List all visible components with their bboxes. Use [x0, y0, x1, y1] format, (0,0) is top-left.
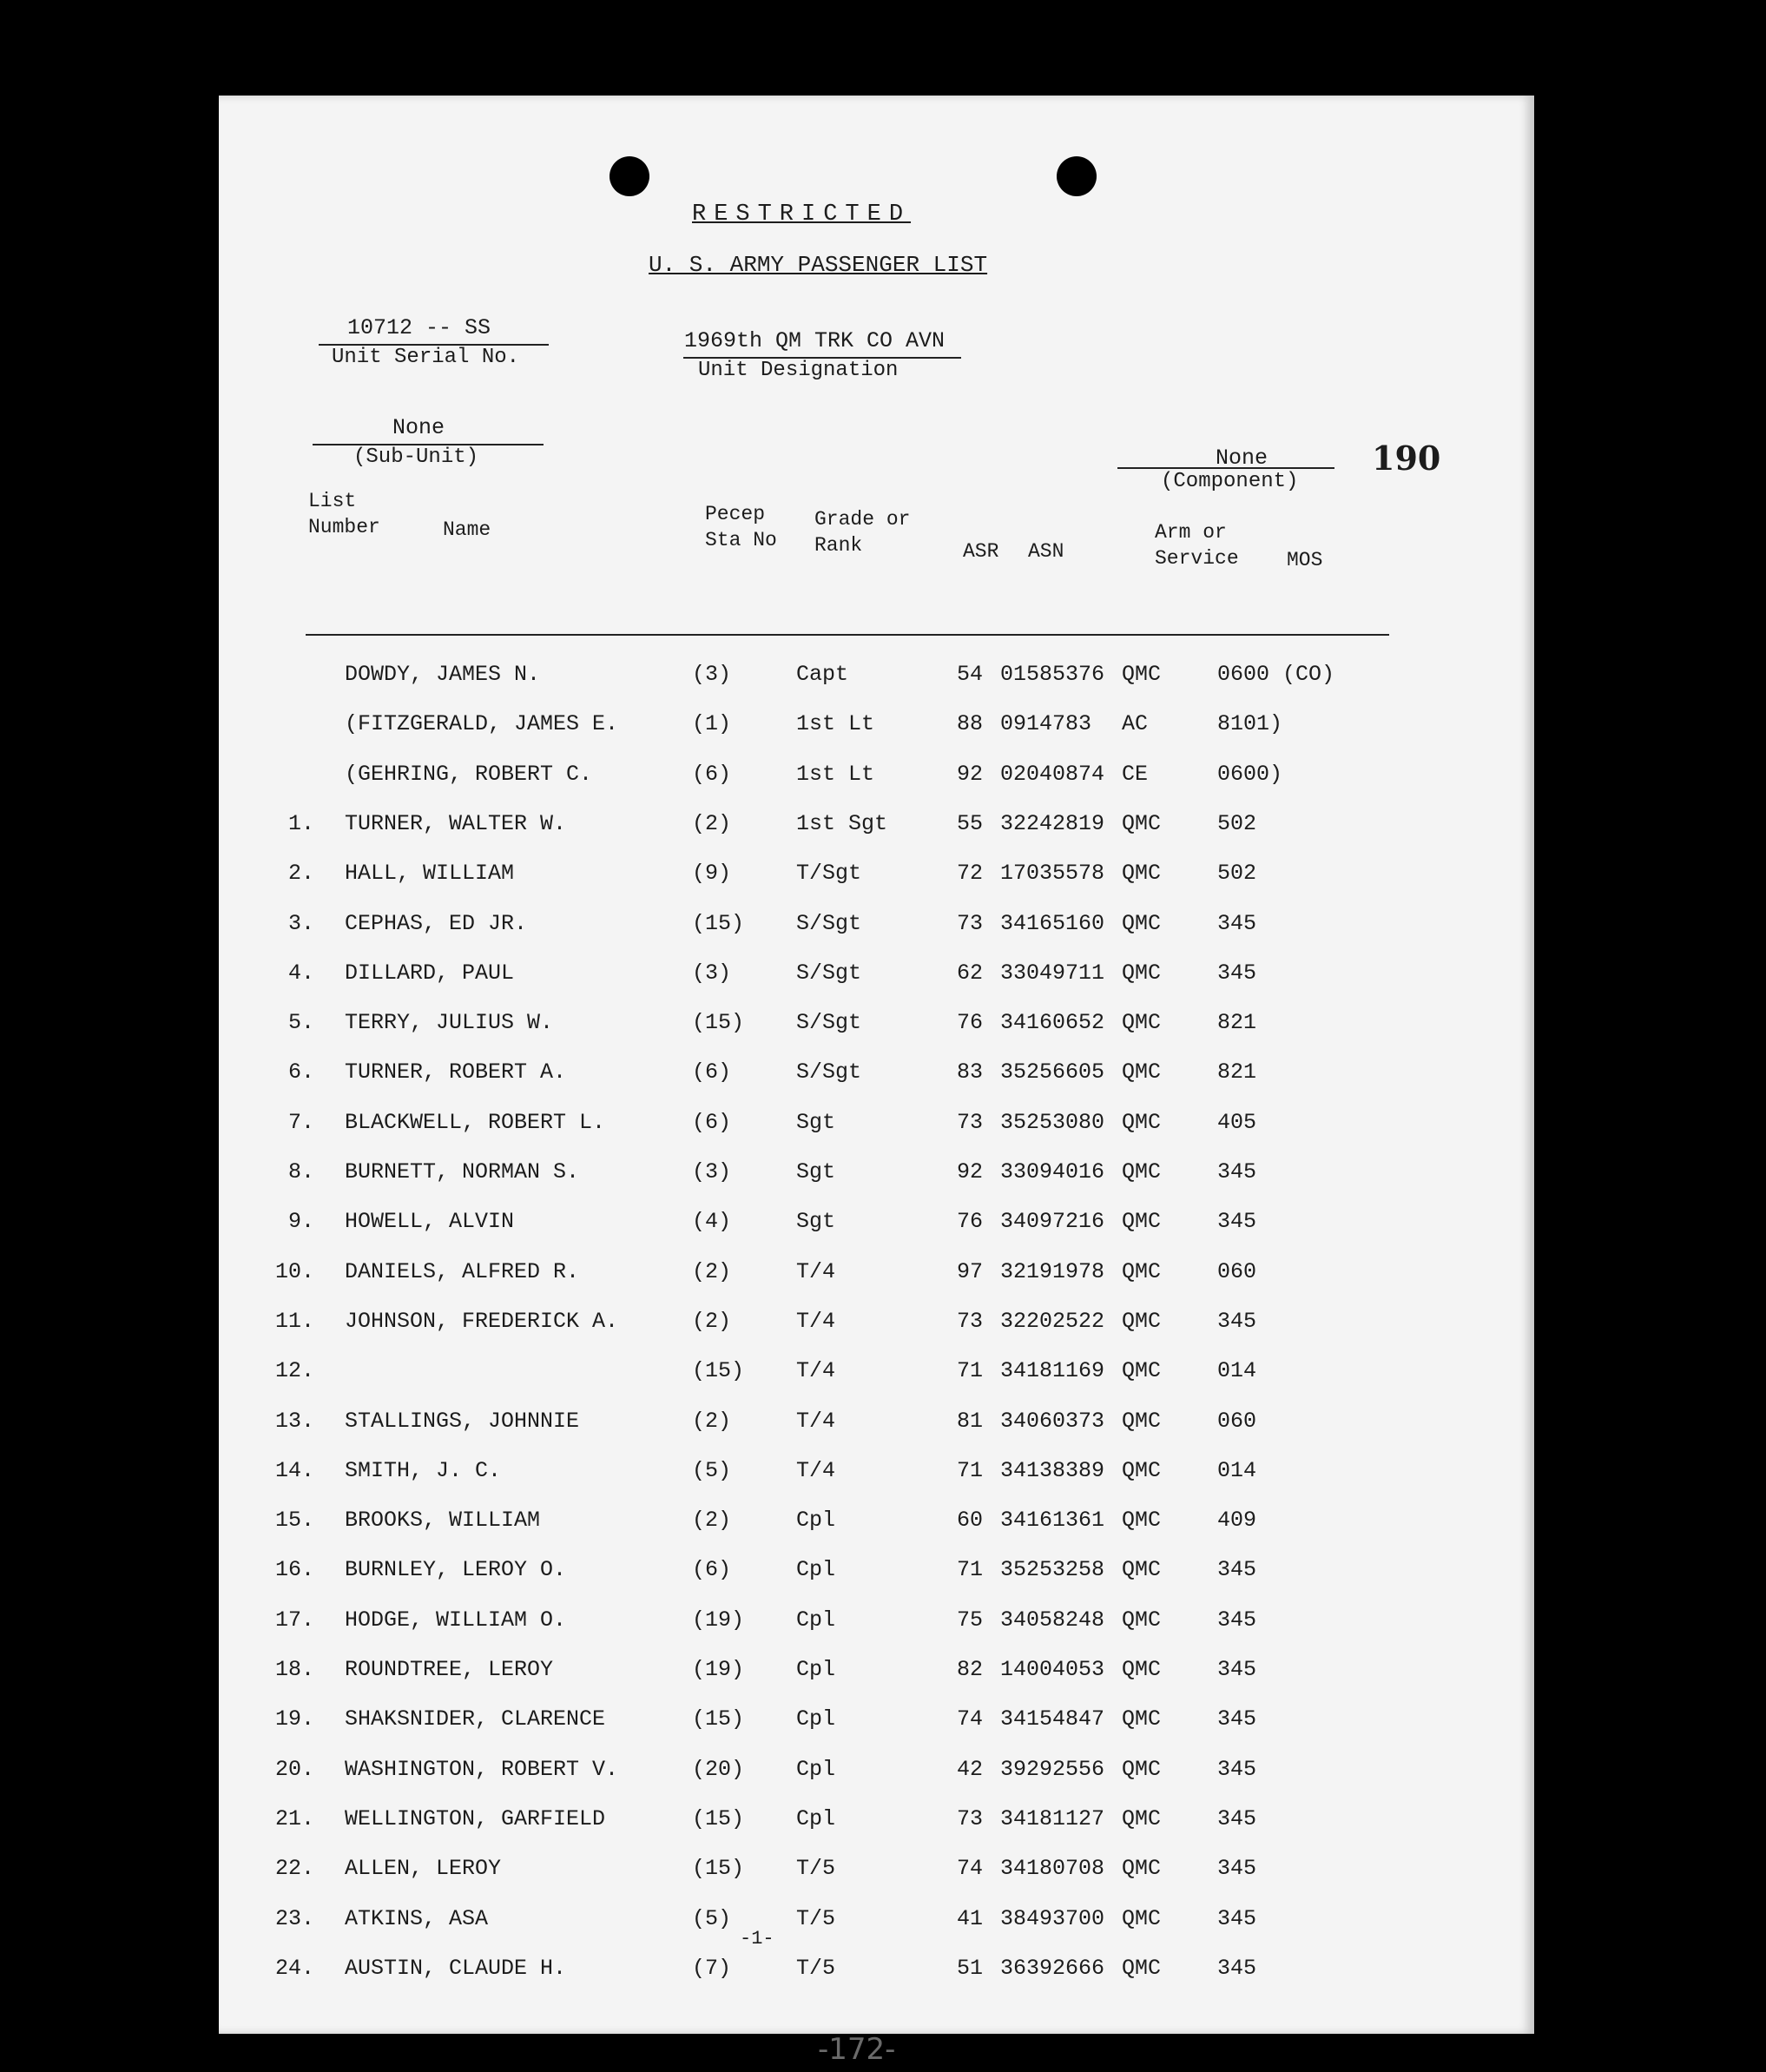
- row-arm: QMC: [1122, 960, 1162, 986]
- row-arm: QMC: [1122, 1657, 1162, 1682]
- table-row: [219, 1458, 1534, 1493]
- row-name: BURNLEY, LEROY O.: [345, 1557, 567, 1583]
- document-title: U. S. ARMY PASSENGER LIST: [649, 252, 988, 278]
- row-asr: 73: [956, 1805, 983, 1831]
- row-list-number: 21.: [274, 1805, 314, 1831]
- col-grade: Grade or Rank: [814, 508, 911, 557]
- row-pecep: (4): [692, 1209, 732, 1235]
- row-arm: QMC: [1122, 1408, 1162, 1434]
- row-grade: Cpl: [796, 1805, 836, 1831]
- row-arm: QMC: [1122, 1209, 1162, 1235]
- row-mos: 345: [1217, 1159, 1257, 1184]
- row-mos: 405: [1217, 1109, 1257, 1135]
- table-row: [219, 1358, 1534, 1393]
- row-asr: 42: [956, 1756, 983, 1782]
- row-arm: QMC: [1122, 861, 1162, 887]
- table-row: [219, 861, 1534, 895]
- row-asr: 83: [956, 1059, 983, 1085]
- row-asr: 92: [956, 1159, 983, 1184]
- row-asr: 55: [956, 810, 983, 836]
- row-asn: 33049711: [1000, 960, 1105, 986]
- row-asr: 60: [956, 1508, 983, 1534]
- row-arm: QMC: [1122, 1557, 1162, 1583]
- row-grade: Cpl: [796, 1607, 836, 1633]
- row-name: JOHNSON, FREDERICK A.: [345, 1308, 619, 1334]
- row-asn: 32191978: [1000, 1258, 1105, 1284]
- row-pecep: (15): [692, 1805, 745, 1831]
- row-grade: T/5: [796, 1955, 836, 1981]
- row-list-number: 14.: [274, 1457, 314, 1483]
- row-mos: 060: [1217, 1258, 1257, 1284]
- row-asn: 34138389: [1000, 1457, 1105, 1483]
- document-page: [219, 96, 1534, 2067]
- row-list-number: 5.: [287, 1010, 314, 1036]
- row-pecep: (2): [692, 1408, 732, 1434]
- row-grade: S/Sgt: [796, 1010, 862, 1036]
- row-list-number: 17.: [274, 1607, 314, 1633]
- component-value: None: [1216, 445, 1268, 471]
- row-arm: QMC: [1122, 1059, 1162, 1085]
- row-name: ATKINS, ASA: [345, 1905, 489, 1931]
- row-pecep: (2): [692, 1308, 732, 1334]
- row-asn: 0914783: [1000, 711, 1092, 737]
- row-mos: 502: [1217, 810, 1257, 836]
- table-row: [219, 1259, 1534, 1294]
- row-pecep: (7): [692, 1955, 732, 1981]
- row-asn: 34058248: [1000, 1607, 1105, 1633]
- row-grade: Cpl: [796, 1508, 836, 1534]
- row-asn: 39292556: [1000, 1756, 1105, 1782]
- row-grade: Sgt: [796, 1209, 836, 1235]
- row-mos: 345: [1217, 1607, 1257, 1633]
- row-asn: 36392666: [1000, 1955, 1105, 1981]
- row-pecep: (15): [692, 1010, 745, 1036]
- row-arm: QMC: [1122, 1607, 1162, 1633]
- row-grade: 1st Sgt: [796, 810, 888, 836]
- row-asn: 35253258: [1000, 1557, 1105, 1583]
- row-name: SHAKSNIDER, CLARENCE: [345, 1706, 606, 1732]
- row-name: (FITZGERALD, JAMES E.: [345, 711, 619, 737]
- row-arm: QMC: [1122, 1706, 1162, 1732]
- row-mos: 345: [1217, 1657, 1257, 1682]
- row-grade: Capt: [796, 662, 849, 687]
- row-mos: 821: [1217, 1059, 1257, 1085]
- row-mos: 345: [1217, 910, 1257, 936]
- row-mos: 502: [1217, 861, 1257, 887]
- row-name: BLACKWELL, ROBERT L.: [345, 1109, 606, 1135]
- row-list-number: 3.: [287, 910, 314, 936]
- unit-designation-value: 1969th QM TRK CO AVN: [684, 328, 946, 353]
- header-rule: [306, 634, 1389, 636]
- row-mos: 0600): [1217, 761, 1283, 787]
- row-arm: QMC: [1122, 1159, 1162, 1184]
- table-row: [219, 811, 1534, 846]
- row-grade: 1st Lt: [796, 711, 875, 737]
- row-list-number: 8.: [287, 1159, 314, 1184]
- row-arm: QMC: [1122, 810, 1162, 836]
- row-list-number: 18.: [274, 1657, 314, 1682]
- row-arm: QMC: [1122, 1358, 1162, 1384]
- row-name: TERRY, JULIUS W.: [345, 1010, 554, 1036]
- row-pecep: (3): [692, 1159, 732, 1184]
- row-name: BURNETT, NORMAN S.: [345, 1159, 580, 1184]
- row-grade: T/Sgt: [796, 861, 862, 887]
- row-asn: 17035578: [1000, 861, 1105, 887]
- row-name: HOWELL, ALVIN: [345, 1209, 515, 1235]
- sub-unit-label: (Sub-Unit): [353, 445, 479, 469]
- row-arm: QMC: [1122, 1457, 1162, 1483]
- row-arm: QMC: [1122, 1805, 1162, 1831]
- row-mos: 345: [1217, 960, 1257, 986]
- row-asn: 02040874: [1000, 761, 1105, 787]
- row-pecep: (15): [692, 910, 745, 936]
- row-arm: QMC: [1122, 662, 1162, 687]
- row-pecep: (2): [692, 1508, 732, 1534]
- row-list-number: 10.: [274, 1258, 314, 1284]
- row-name: BROOKS, WILLIAM: [345, 1508, 541, 1534]
- col-list-number: List Number: [308, 490, 380, 538]
- row-pecep: (3): [692, 960, 732, 986]
- row-pecep: (19): [692, 1657, 745, 1682]
- table-row: [219, 960, 1534, 995]
- row-arm: QMC: [1122, 1955, 1162, 1981]
- row-asn: 35253080: [1000, 1109, 1105, 1135]
- row-name: (GEHRING, ROBERT C.: [345, 761, 593, 787]
- row-name: TURNER, ROBERT A.: [345, 1059, 567, 1085]
- table-row: [219, 1409, 1534, 1443]
- row-pecep: (15): [692, 1706, 745, 1732]
- row-asr: 73: [956, 1109, 983, 1135]
- row-name: HALL, WILLIAM: [345, 861, 515, 887]
- table-row: [219, 1110, 1534, 1145]
- row-asr: 73: [956, 910, 983, 936]
- row-name: HODGE, WILLIAM O.: [345, 1607, 567, 1633]
- row-asr: 76: [956, 1010, 983, 1036]
- table-row: [219, 1309, 1534, 1343]
- row-asr: 41: [956, 1905, 983, 1931]
- row-grade: Cpl: [796, 1756, 836, 1782]
- row-asn: 34181127: [1000, 1805, 1105, 1831]
- classification-stamp: RESTRICTED: [692, 201, 912, 228]
- table-row: [219, 1757, 1534, 1792]
- row-asn: 01585376: [1000, 662, 1105, 687]
- row-asr: 74: [956, 1856, 983, 1882]
- row-asr: 71: [956, 1457, 983, 1483]
- row-name: DILLARD, PAUL: [345, 960, 515, 986]
- row-pecep: (5): [692, 1905, 732, 1931]
- row-mos: 345: [1217, 1805, 1257, 1831]
- row-list-number: 23.: [274, 1905, 314, 1931]
- row-name: STALLINGS, JOHNNIE: [345, 1408, 580, 1434]
- row-asn: 34154847: [1000, 1706, 1105, 1732]
- unit-designation-label: Unit Designation: [698, 359, 899, 382]
- row-asn: 34181169: [1000, 1358, 1105, 1384]
- row-grade: T/4: [796, 1358, 836, 1384]
- row-asr: 88: [956, 711, 983, 737]
- punch-hole: [1057, 156, 1097, 196]
- component-label: (Component): [1161, 470, 1299, 493]
- row-list-number: 6.: [287, 1059, 314, 1085]
- row-arm: AC: [1122, 711, 1149, 737]
- row-mos: 014: [1217, 1457, 1257, 1483]
- row-name: WELLINGTON, GARFIELD: [345, 1805, 606, 1831]
- row-pecep: (6): [692, 1059, 732, 1085]
- table-row: [219, 1607, 1534, 1642]
- table-row: [219, 1508, 1534, 1542]
- row-pecep: (6): [692, 761, 732, 787]
- row-list-number: 2.: [287, 861, 314, 887]
- row-asn: 34060373: [1000, 1408, 1105, 1434]
- row-mos: 060: [1217, 1408, 1257, 1434]
- row-grade: T/4: [796, 1457, 836, 1483]
- table-row: [219, 762, 1534, 796]
- row-list-number: 20.: [274, 1756, 314, 1782]
- row-asn: 32202522: [1000, 1308, 1105, 1334]
- row-list-number: 4.: [287, 960, 314, 986]
- row-grade: S/Sgt: [796, 910, 862, 936]
- col-asn: ASN: [1028, 540, 1064, 563]
- row-asr: 54: [956, 662, 983, 687]
- row-asn: 35256605: [1000, 1059, 1105, 1085]
- row-mos: 345: [1217, 1856, 1257, 1882]
- table-row: [219, 1010, 1534, 1045]
- row-mos: 8101): [1217, 711, 1283, 737]
- row-asn: 34160652: [1000, 1010, 1105, 1036]
- row-asr: 74: [956, 1706, 983, 1732]
- row-mos: 345: [1217, 1706, 1257, 1732]
- row-name: DANIELS, ALFRED R.: [345, 1258, 580, 1284]
- row-grade: 1st Lt: [796, 761, 875, 787]
- table-row: [219, 711, 1534, 746]
- row-name: DOWDY, JAMES N.: [345, 662, 541, 687]
- row-list-number: 19.: [274, 1706, 314, 1732]
- row-arm: QMC: [1122, 1856, 1162, 1882]
- row-mos: 345: [1217, 1557, 1257, 1583]
- row-pecep: (6): [692, 1109, 732, 1135]
- row-grade: Cpl: [796, 1557, 836, 1583]
- row-list-number: 15.: [274, 1508, 314, 1534]
- table-row: [219, 1806, 1534, 1841]
- row-grade: S/Sgt: [796, 960, 862, 986]
- row-mos: 345: [1217, 1308, 1257, 1334]
- row-mos: 409: [1217, 1508, 1257, 1534]
- table-row: [219, 1209, 1534, 1244]
- row-asr: 72: [956, 861, 983, 887]
- row-mos: 345: [1217, 1209, 1257, 1235]
- table-row: [219, 911, 1534, 946]
- row-asn: 34097216: [1000, 1209, 1105, 1235]
- row-arm: QMC: [1122, 1010, 1162, 1036]
- handwritten-number: -172-: [818, 2032, 896, 2067]
- row-asr: 62: [956, 960, 983, 986]
- row-asr: 81: [956, 1408, 983, 1434]
- row-grade: Cpl: [796, 1657, 836, 1682]
- row-pecep: (2): [692, 1258, 732, 1284]
- table-row: [219, 1956, 1534, 1990]
- row-pecep: (1): [692, 711, 732, 737]
- row-mos: 345: [1217, 1905, 1257, 1931]
- row-list-number: 1.: [287, 810, 314, 836]
- unit-serial-value: 10712 -- SS: [347, 315, 491, 340]
- row-grade: Sgt: [796, 1109, 836, 1135]
- row-list-number: 11.: [274, 1308, 314, 1334]
- col-mos: MOS: [1287, 549, 1323, 571]
- row-asr: 75: [956, 1607, 983, 1633]
- row-asn: 34165160: [1000, 910, 1105, 936]
- row-asn: 33094016: [1000, 1159, 1105, 1184]
- col-name: Name: [443, 518, 491, 541]
- page-number: 190: [1372, 439, 1441, 478]
- row-mos: 821: [1217, 1010, 1257, 1036]
- punch-hole: [610, 156, 649, 196]
- row-pecep: (9): [692, 861, 732, 887]
- row-list-number: 13.: [274, 1408, 314, 1434]
- table-row: [219, 1059, 1534, 1094]
- row-name: ROUNDTREE, LEROY: [345, 1657, 554, 1682]
- row-arm: QMC: [1122, 1905, 1162, 1931]
- row-asr: 51: [956, 1955, 983, 1981]
- row-name: SMITH, J. C.: [345, 1457, 502, 1483]
- sub-unit-value: None: [392, 415, 445, 440]
- row-arm: QMC: [1122, 910, 1162, 936]
- row-name: WASHINGTON, ROBERT V.: [345, 1756, 619, 1782]
- row-arm: QMC: [1122, 1756, 1162, 1782]
- page-marker: -1-: [740, 1928, 774, 1950]
- row-grade: T/4: [796, 1258, 836, 1284]
- row-asn: 14004053: [1000, 1657, 1105, 1682]
- row-mos: 345: [1217, 1756, 1257, 1782]
- row-pecep: (6): [692, 1557, 732, 1583]
- row-asr: 76: [956, 1209, 983, 1235]
- row-name: TURNER, WALTER W.: [345, 810, 567, 836]
- row-arm: QMC: [1122, 1258, 1162, 1284]
- row-grade: T/5: [796, 1856, 836, 1882]
- row-asr: 71: [956, 1557, 983, 1583]
- row-grade: Cpl: [796, 1706, 836, 1732]
- row-asn: 34161361: [1000, 1508, 1105, 1534]
- row-asr: 92: [956, 761, 983, 787]
- unit-serial-label: Unit Serial No.: [332, 346, 520, 369]
- row-asr: 82: [956, 1657, 983, 1682]
- row-asn: 32242819: [1000, 810, 1105, 836]
- row-grade: T/5: [796, 1905, 836, 1931]
- row-asr: 71: [956, 1358, 983, 1384]
- table-row: [219, 662, 1534, 696]
- table-row: [219, 1657, 1534, 1692]
- col-asr: ASR: [963, 540, 999, 563]
- table-row: [219, 1159, 1534, 1194]
- row-list-number: 7.: [287, 1109, 314, 1135]
- row-asr: 97: [956, 1258, 983, 1284]
- row-pecep: (20): [692, 1756, 745, 1782]
- row-name: AUSTIN, CLAUDE H.: [345, 1955, 567, 1981]
- row-pecep: (5): [692, 1457, 732, 1483]
- table-row: [219, 1906, 1534, 1941]
- row-name: ALLEN, LEROY: [345, 1856, 502, 1882]
- row-asn: 38493700: [1000, 1905, 1105, 1931]
- col-arm: Arm or Service: [1155, 521, 1239, 570]
- row-asr: 73: [956, 1308, 983, 1334]
- row-grade: T/4: [796, 1308, 836, 1334]
- row-mos: 0600 (CO): [1217, 662, 1335, 687]
- row-grade: T/4: [796, 1408, 836, 1434]
- table-row: [219, 1557, 1534, 1592]
- row-pecep: (3): [692, 662, 732, 687]
- col-pecep: Pecep Sta No: [705, 503, 777, 551]
- row-list-number: 22.: [274, 1856, 314, 1882]
- row-list-number: 16.: [274, 1557, 314, 1583]
- row-pecep: (15): [692, 1856, 745, 1882]
- row-name: CEPHAS, ED JR.: [345, 910, 528, 936]
- row-list-number: 9.: [287, 1209, 314, 1235]
- row-pecep: (19): [692, 1607, 745, 1633]
- row-mos: 345: [1217, 1955, 1257, 1981]
- row-pecep: (2): [692, 810, 732, 836]
- divider: [1117, 467, 1334, 469]
- row-arm: QMC: [1122, 1109, 1162, 1135]
- row-grade: S/Sgt: [796, 1059, 862, 1085]
- row-arm: QMC: [1122, 1308, 1162, 1334]
- row-arm: CE: [1122, 761, 1149, 787]
- row-pecep: (15): [692, 1358, 745, 1384]
- row-grade: Sgt: [796, 1159, 836, 1184]
- table-row: [219, 1856, 1534, 1891]
- table-row: [219, 1706, 1534, 1741]
- row-list-number: 24.: [274, 1955, 314, 1981]
- row-arm: QMC: [1122, 1508, 1162, 1534]
- row-mos: 014: [1217, 1358, 1257, 1384]
- row-list-number: 12.: [274, 1358, 314, 1384]
- row-asn: 34180708: [1000, 1856, 1105, 1882]
